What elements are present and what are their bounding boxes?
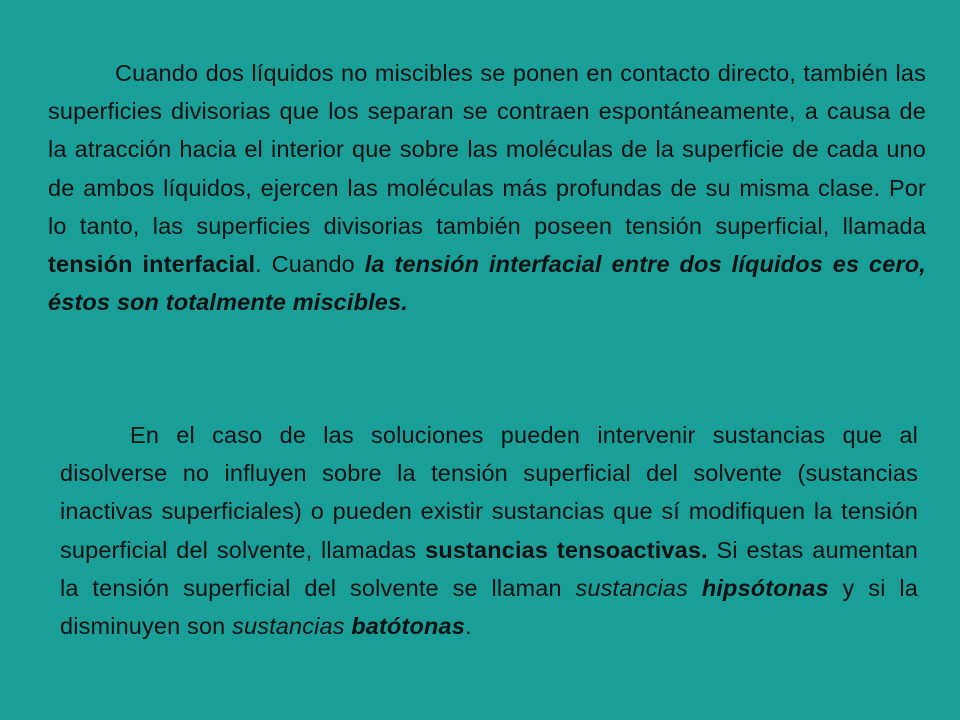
paragraph2-text-a: En el caso de las soluciones pueden intervenir sustancias que al disolverse no influyen sobre la tensión superficial del solvente (sustancias inactivas superficiales) o pueden existir sustancias que sí modifiquen la tensión superficial del solvente, llamadas: [60, 422, 918, 563]
term-hipsotonas: hipsótonas: [701, 574, 829, 601]
paragraph2-text-b: Si estas aumentan la tensión superficial del solvente se llaman: [60, 536, 918, 601]
paragraph-interfacial-tension: [48, 54, 926, 321]
paragraph-solutions: [60, 416, 918, 645]
term-tension-interfacial: tensión interfacial: [48, 251, 256, 278]
term-batotonas: batótonas: [351, 613, 465, 640]
paragraph1-text-a: Cuando dos líquidos no miscibles se ponen en contacto directo, también las superficies divisorias que los separan se contraen espontáneamente, a causa de la atracción hacia el interior que sobre las moléculas de la superficie de cada uno de ambos líquidos, ejercen las moléculas más profundas de su misma clase. Por lo tanto, las superficies divisorias también poseen tensión superficial, llamada: [48, 60, 926, 239]
paragraph2-text-c: y si la disminuyen son: [60, 574, 918, 640]
paragraph2-italic-sustancias-1: sustancias: [575, 574, 689, 601]
term-sustancias-tensoactivas: sustancias tensoactivas.: [425, 536, 708, 563]
paragraph2-space-1: [688, 575, 702, 601]
paragraph2-text-d: .: [464, 613, 472, 640]
paragraph2-italic-sustancias-2: sustancias: [232, 613, 345, 640]
paragraph1-text-b: . Cuando: [255, 251, 365, 278]
paragraph1-emphasis: la tensión interfacial entre dos líquidos es cero, éstos son totalmente miscibles.: [48, 251, 926, 316]
